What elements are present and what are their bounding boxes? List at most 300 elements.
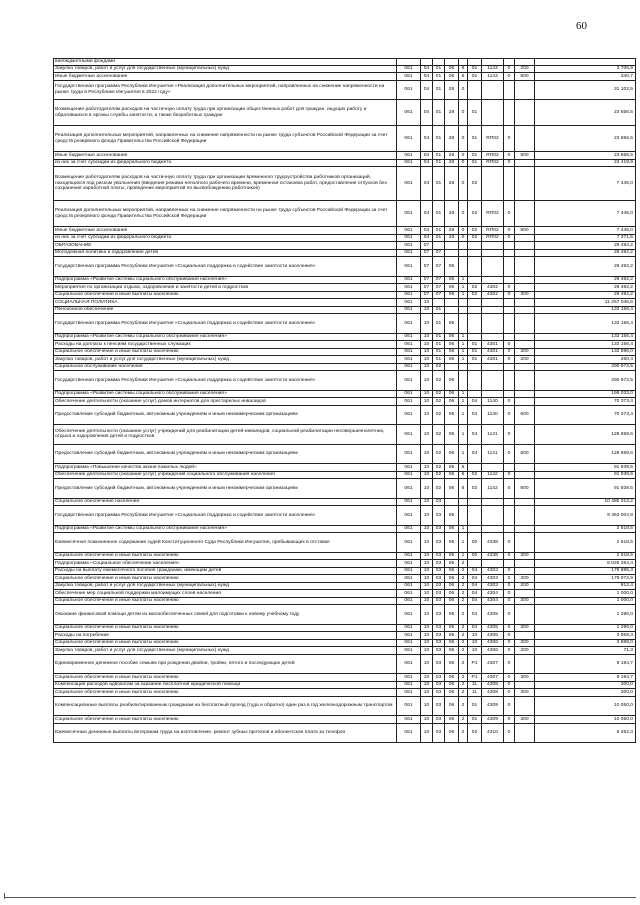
row-program-code: 06 xyxy=(445,479,459,499)
row-expense-type xyxy=(515,341,535,349)
table-row xyxy=(54,227,636,235)
row-extra-code: 0 xyxy=(504,696,515,716)
row-amount: 300,0 xyxy=(535,681,636,689)
row-event-code: 01 xyxy=(468,126,482,152)
row-ved-code: 061 xyxy=(397,624,421,632)
row-event-code: 01 xyxy=(468,341,482,349)
row-expense-type: 300 xyxy=(515,716,535,724)
row-extra-code xyxy=(504,363,515,371)
table-row xyxy=(54,341,636,349)
row-expense-type: 300 xyxy=(515,597,535,605)
row-amount: 29 492,2 xyxy=(535,257,636,277)
row-direction-code: 4303 xyxy=(482,567,504,575)
row-direction-code: 4302 xyxy=(482,284,504,292)
row-extra-code: 0 xyxy=(504,552,515,560)
row-direction-code xyxy=(482,314,504,334)
table-row xyxy=(54,723,636,743)
table-row xyxy=(54,632,636,640)
row-event-code: P1 xyxy=(468,674,482,682)
row-event-code: 04 xyxy=(468,575,482,583)
row-subsection-code: 03 xyxy=(433,533,445,553)
row-extra-code xyxy=(504,59,515,66)
row-direction-code: 4338 xyxy=(482,533,504,553)
row-event-code xyxy=(468,498,482,506)
row-subprogram-code: 0 xyxy=(459,80,468,100)
row-subprogram-code: 2 xyxy=(459,647,468,655)
row-event-code xyxy=(468,333,482,341)
row-program-code: 06 xyxy=(445,647,459,655)
row-name: Государственная программа Республики Ингушетия «Социальная поддержка и содействие занятости населения» xyxy=(54,371,397,391)
row-section-code: 07 xyxy=(421,276,433,284)
row-direction-code: RП02 xyxy=(482,126,504,152)
row-direction-code: 1142 xyxy=(482,479,504,499)
table-row xyxy=(54,59,636,66)
row-expense-type xyxy=(515,567,535,575)
row-direction-code: 4306 xyxy=(482,639,504,647)
row-amount: 31 102,5 xyxy=(535,80,636,100)
row-expense-type xyxy=(515,257,535,277)
row-subprogram-code: 2 xyxy=(459,567,468,575)
row-event-code: 11 xyxy=(468,689,482,697)
table-row xyxy=(54,398,636,406)
row-subprogram-code: 1 xyxy=(459,276,468,284)
row-extra-code xyxy=(504,506,515,526)
row-program-code: 06 xyxy=(445,506,459,526)
row-ved-code: 061 xyxy=(397,363,421,371)
table-row xyxy=(54,479,636,499)
row-expense-type xyxy=(515,59,535,66)
row-section-code: 10 xyxy=(421,498,433,506)
footer-tick xyxy=(4,893,5,899)
row-direction-code: 1142 xyxy=(482,471,504,479)
row-subprogram-code: 2 xyxy=(459,632,468,640)
table-row xyxy=(54,425,636,445)
row-name: Обеспечение деятельности (оказание услуг) учреждений социального обслуживания населения xyxy=(54,471,397,479)
table-row xyxy=(54,201,636,227)
row-subsection-code: 01 xyxy=(433,306,445,314)
row-expense-type xyxy=(515,390,535,398)
row-subprogram-code: 6 xyxy=(459,471,468,479)
row-extra-code: 0 xyxy=(504,597,515,605)
row-expense-type: 800 xyxy=(515,152,535,160)
row-section-code: 04 xyxy=(421,234,433,242)
row-direction-code xyxy=(482,276,504,284)
row-amount: 29 492,2 xyxy=(535,249,636,257)
row-subsection-code: 03 xyxy=(433,696,445,716)
row-section-code: 04 xyxy=(421,80,433,100)
row-amount: 29 492,2 xyxy=(535,291,636,299)
row-extra-code: 0 xyxy=(504,533,515,553)
row-extra-code xyxy=(504,299,515,307)
table-row xyxy=(54,348,636,356)
row-ved-code: 061 xyxy=(397,314,421,334)
row-program-code: 06 xyxy=(445,525,459,533)
row-subsection-code: 03 xyxy=(433,674,445,682)
row-program-code: 06 xyxy=(445,390,459,398)
row-extra-code xyxy=(504,242,515,250)
table-row xyxy=(54,306,636,314)
row-name: Реализация дополнительных мероприятий, направленных на снижение напряженности на рынке труда субъектов Российской Федерации за счет средств резервного фонда Правительства Российской Федерации xyxy=(54,201,397,227)
row-ved-code: 061 xyxy=(397,333,421,341)
row-subprogram-code: 2 xyxy=(459,582,468,590)
row-subsection-code: 01 xyxy=(433,100,445,126)
page-number: 60 xyxy=(576,20,587,32)
row-ved-code: 061 xyxy=(397,348,421,356)
row-amount: 1 000,0 xyxy=(535,597,636,605)
row-subprogram-code: 2 xyxy=(459,639,468,647)
row-extra-code: 0 xyxy=(504,624,515,632)
table-row xyxy=(54,390,636,398)
table-row xyxy=(54,284,636,292)
row-subsection-code: 07 xyxy=(433,291,445,299)
row-amount: 9 453 004,8 xyxy=(535,506,636,526)
table-row xyxy=(54,80,636,100)
row-subsection-code: 03 xyxy=(433,681,445,689)
row-amount: 133 156,4 xyxy=(535,306,636,314)
row-section-code: 10 xyxy=(421,506,433,526)
row-section-code: 07 xyxy=(421,291,433,299)
row-subprogram-code: 2 xyxy=(459,689,468,697)
row-extra-code xyxy=(504,249,515,257)
table-row xyxy=(54,257,636,277)
row-name: Государственная программа Республики Ингушетия «Социальная поддержка и содействие занятости населения» xyxy=(54,314,397,334)
row-section-code: 10 xyxy=(421,306,433,314)
table-row xyxy=(54,73,636,81)
row-expense-type xyxy=(515,681,535,689)
row-event-code: 01 xyxy=(468,159,482,167)
row-program-code: 06 xyxy=(445,716,459,724)
row-extra-code: 0 xyxy=(504,356,515,364)
row-extra-code: 0 xyxy=(504,341,515,349)
row-program-code: 06 xyxy=(445,425,459,445)
row-program-code: 28 xyxy=(445,234,459,242)
row-program-code: 06 xyxy=(445,405,459,425)
row-direction-code: 4308 xyxy=(482,689,504,697)
row-name: Социальное обеспечение и иные выплаты населению xyxy=(54,348,397,356)
row-event-code: 04 xyxy=(468,590,482,598)
row-name: Мероприятия по организации отдыха, оздоровления и занятости детей и подростков xyxy=(54,284,397,292)
table-row xyxy=(54,234,636,242)
row-event-code: 11 xyxy=(468,681,482,689)
row-section-code: 10 xyxy=(421,639,433,647)
row-subsection-code: 02 xyxy=(433,405,445,425)
row-subsection-code xyxy=(433,299,445,307)
row-direction-code: 4301 xyxy=(482,356,504,364)
row-amount: 3 959,3 xyxy=(535,632,636,640)
row-amount: 9 194,7 xyxy=(535,674,636,682)
row-name: Предоставление субсидий бюджетным, автономным учреждениям и иным некоммерческим организациям xyxy=(54,405,397,425)
row-amount: 10 050,0 xyxy=(535,696,636,716)
row-ved-code: 061 xyxy=(397,689,421,697)
row-program-code: 06 xyxy=(445,552,459,560)
row-expense-type xyxy=(515,464,535,472)
row-program-code: 28 xyxy=(445,100,459,126)
row-program-code: 28 xyxy=(445,152,459,160)
row-name: Расходы на погребение xyxy=(54,632,397,640)
row-direction-code: RП02 xyxy=(482,201,504,227)
row-ved-code: 061 xyxy=(397,291,421,299)
row-subprogram-code: 0 xyxy=(459,159,468,167)
table-row xyxy=(54,533,636,553)
row-ved-code: 061 xyxy=(397,371,421,391)
row-ved-code: 061 xyxy=(397,639,421,647)
row-subprogram-code: 2 xyxy=(459,575,468,583)
row-direction-code xyxy=(482,242,504,250)
row-subprogram-code: 2 xyxy=(459,590,468,598)
row-name: Закупка товаров, работ и услуг для государственных (муниципальных) нужд xyxy=(54,65,397,73)
row-name: Государственная программа Республики Ингушетия «Социальная поддержка и содействие занятости населения» xyxy=(54,506,397,526)
row-event-code xyxy=(468,363,482,371)
row-amount: 3 888,0 xyxy=(535,639,636,647)
row-name: Социальное обеспечение и иные выплаты населению xyxy=(54,597,397,605)
row-section-code: 10 xyxy=(421,356,433,364)
row-section-code: 10 xyxy=(421,348,433,356)
row-subsection-code: 03 xyxy=(433,567,445,575)
row-section-code: 07 xyxy=(421,242,433,250)
row-ved-code: 061 xyxy=(397,560,421,568)
row-subsection-code: 03 xyxy=(433,647,445,655)
row-ved-code: 061 xyxy=(397,425,421,445)
row-direction-code: 4308 xyxy=(482,681,504,689)
row-amount: 10 485 013,2 xyxy=(535,498,636,506)
row-subsection-code: 03 xyxy=(433,560,445,568)
row-section-code: 10 xyxy=(421,689,433,697)
row-amount: 91 939,5 xyxy=(535,464,636,472)
row-ved-code: 061 xyxy=(397,341,421,349)
row-program-code: 06 xyxy=(445,605,459,625)
row-name: Социальное обеспечение и иные выплаты населению xyxy=(54,552,397,560)
row-event-code xyxy=(468,371,482,391)
row-section-code: 07 xyxy=(421,257,433,277)
row-program-code: 06 xyxy=(445,681,459,689)
row-expense-type: 300 xyxy=(515,624,535,632)
row-event-code xyxy=(468,390,482,398)
row-amount: 1 296,0 xyxy=(535,605,636,625)
row-extra-code: 0 xyxy=(504,582,515,590)
row-program-code: 28 xyxy=(445,126,459,152)
row-ved-code: 061 xyxy=(397,567,421,575)
row-direction-code: 4304 xyxy=(482,597,504,605)
row-name: Иные бюджетные ассигнования xyxy=(54,227,397,235)
row-subsection-code: 03 xyxy=(433,716,445,724)
row-name: Иные бюджетные ассигнования xyxy=(54,73,397,81)
row-event-code: 04 xyxy=(468,624,482,632)
row-section-code: 10 xyxy=(421,371,433,391)
row-program-code: 06 xyxy=(445,582,459,590)
row-ved-code: 061 xyxy=(397,498,421,506)
row-section-code: 10 xyxy=(421,525,433,533)
row-extra-code: 0 xyxy=(504,723,515,743)
row-extra-code: 0 xyxy=(504,234,515,242)
row-ved-code: 061 xyxy=(397,444,421,464)
row-amount: 70 373,4 xyxy=(535,405,636,425)
row-extra-code: 0 xyxy=(504,590,515,598)
row-direction-code: RП02 xyxy=(482,234,504,242)
row-ved-code: 061 xyxy=(397,681,421,689)
row-event-code: 00 xyxy=(468,552,482,560)
row-program-code: 06 xyxy=(445,696,459,716)
table-row xyxy=(54,314,636,334)
table-row xyxy=(54,333,636,341)
row-direction-code: 1140 xyxy=(482,398,504,406)
row-section-code: 10 xyxy=(421,444,433,464)
row-extra-code: 0 xyxy=(504,689,515,697)
row-expense-type xyxy=(515,498,535,506)
row-program-code xyxy=(445,242,459,250)
row-extra-code: 0 xyxy=(504,674,515,682)
row-extra-code xyxy=(504,257,515,277)
row-event-code: 04 xyxy=(468,405,482,425)
table-row xyxy=(54,371,636,391)
row-direction-code: 1141 xyxy=(482,425,504,445)
row-expense-type xyxy=(515,314,535,334)
row-program-code: 06 xyxy=(445,356,459,364)
row-subprogram-code: 0 xyxy=(459,100,468,126)
row-event-code xyxy=(468,464,482,472)
row-expense-type: 300 xyxy=(515,291,535,299)
row-amount: 340,7 xyxy=(535,73,636,81)
row-name: Государственная программа Республики Ингушетия «Реализация дополнительных мероприятий, направленных на снижение напряженности на рынке труда в Республике Ингушетия в 2022 году» xyxy=(54,80,397,100)
row-direction-code xyxy=(482,464,504,472)
row-extra-code: 0 xyxy=(504,291,515,299)
row-extra-code: 0 xyxy=(504,65,515,73)
row-subsection-code: 02 xyxy=(433,363,445,371)
row-subsection-code: 03 xyxy=(433,552,445,560)
row-program-code: 06 xyxy=(445,314,459,334)
row-subprogram-code: 1 xyxy=(459,552,468,560)
table-row xyxy=(54,126,636,152)
row-name: Компенсация расходов адвокатам за оказание бесплатной юридической помощи xyxy=(54,681,397,689)
table-row xyxy=(54,654,636,674)
row-event-code: 01 xyxy=(468,716,482,724)
row-section-code: 10 xyxy=(421,552,433,560)
row-name: Социальное обеспечение и иные выплаты населению xyxy=(54,624,397,632)
row-event-code: 02 xyxy=(468,284,482,292)
row-program-code: 28 xyxy=(445,167,459,201)
row-direction-code xyxy=(482,306,504,314)
row-expense-type xyxy=(515,363,535,371)
row-section-code: 10 xyxy=(421,575,433,583)
row-subsection-code: 02 xyxy=(433,464,445,472)
row-subprogram-code: 0 xyxy=(459,152,468,160)
row-expense-type xyxy=(515,284,535,292)
table-row xyxy=(54,689,636,697)
row-amount: 133 156,4 xyxy=(535,314,636,334)
row-subprogram-code: 6 xyxy=(459,65,468,73)
row-subprogram-code xyxy=(459,498,468,506)
row-subsection-code xyxy=(433,242,445,250)
row-direction-code: 4309 xyxy=(482,716,504,724)
row-subsection-code: 01 xyxy=(433,234,445,242)
row-subprogram-code: 2 xyxy=(459,654,468,674)
row-event-code xyxy=(468,276,482,284)
row-extra-code: 0 xyxy=(504,654,515,674)
row-amount: 6 262,3 xyxy=(535,723,636,743)
row-subprogram-code xyxy=(459,249,468,257)
row-program-code: 06 xyxy=(445,464,459,472)
row-direction-code xyxy=(482,100,504,126)
row-direction-code xyxy=(482,249,504,257)
row-direction-code xyxy=(482,80,504,100)
row-direction-code xyxy=(482,560,504,568)
row-ved-code: 061 xyxy=(397,299,421,307)
row-subprogram-code: 2 xyxy=(459,696,468,716)
row-subprogram-code: 1 xyxy=(459,533,468,553)
row-extra-code: 0 xyxy=(504,425,515,445)
row-section-code: 10 xyxy=(421,597,433,605)
row-amount: 3 706,9 xyxy=(535,65,636,73)
row-amount: 1 296,0 xyxy=(535,624,636,632)
row-direction-code: 4307 xyxy=(482,654,504,674)
row-extra-code: 0 xyxy=(504,567,515,575)
row-ved-code: 061 xyxy=(397,356,421,364)
row-program-code: 06 xyxy=(445,723,459,743)
row-name: Иные бюджетные ассигнования xyxy=(54,152,397,160)
row-subprogram-code xyxy=(459,363,468,371)
row-expense-type xyxy=(515,723,535,743)
row-extra-code xyxy=(504,525,515,533)
row-amount: 10 050,0 xyxy=(535,716,636,724)
row-subprogram-code: 0 xyxy=(459,234,468,242)
row-expense-type: 300 xyxy=(515,674,535,682)
row-name: Предоставление субсидий бюджетным, автономным учреждениям и иным некоммерческим организациям xyxy=(54,479,397,499)
table-row xyxy=(54,681,636,689)
row-name: Подпрограмма «Развитие системы социального обслуживания населения» xyxy=(54,333,397,341)
row-section-code: 10 xyxy=(421,333,433,341)
row-subprogram-code: 1 xyxy=(459,356,468,364)
row-amount: 290 972,5 xyxy=(535,371,636,391)
row-subsection-code: 01 xyxy=(433,227,445,235)
row-subsection-code: 03 xyxy=(433,498,445,506)
row-subsection-code: 03 xyxy=(433,575,445,583)
row-direction-code: 1141 xyxy=(482,444,504,464)
row-ved-code: 061 xyxy=(397,723,421,743)
row-section-code: 10 xyxy=(421,567,433,575)
row-extra-code: 0 xyxy=(504,471,515,479)
row-ved-code: 061 xyxy=(397,73,421,81)
row-section-code: 10 xyxy=(421,696,433,716)
row-subsection-code: 01 xyxy=(433,167,445,201)
row-expense-type xyxy=(515,333,535,341)
row-subprogram-code: 2 xyxy=(459,605,468,625)
row-program-code: 06 xyxy=(445,624,459,632)
row-event-code xyxy=(468,249,482,257)
budget-sheet xyxy=(53,58,635,743)
row-extra-code: 0 xyxy=(504,632,515,640)
row-event-code: P1 xyxy=(468,654,482,674)
row-subsection-code: 07 xyxy=(433,276,445,284)
row-ved-code: 061 xyxy=(397,276,421,284)
row-program-code: 06 xyxy=(445,341,459,349)
row-section-code: 07 xyxy=(421,284,433,292)
row-subprogram-code: 1 xyxy=(459,525,468,533)
row-expense-type xyxy=(515,276,535,284)
row-subsection-code: 02 xyxy=(433,471,445,479)
row-expense-type xyxy=(515,590,535,598)
row-expense-type xyxy=(515,306,535,314)
row-name: Расходы на выплату ежемесячного пособия гражданам, имеющим детей xyxy=(54,567,397,575)
row-expense-type: 200 xyxy=(515,647,535,655)
row-amount: 133 156,4 xyxy=(535,341,636,349)
table-row xyxy=(54,597,636,605)
row-amount: 133 156,4 xyxy=(535,333,636,341)
row-subsection-code: 02 xyxy=(433,444,445,464)
row-expense-type xyxy=(515,560,535,568)
row-subprogram-code xyxy=(459,306,468,314)
row-section-code: 04 xyxy=(421,167,433,201)
row-subprogram-code: 2 xyxy=(459,624,468,632)
row-expense-type xyxy=(515,371,535,391)
